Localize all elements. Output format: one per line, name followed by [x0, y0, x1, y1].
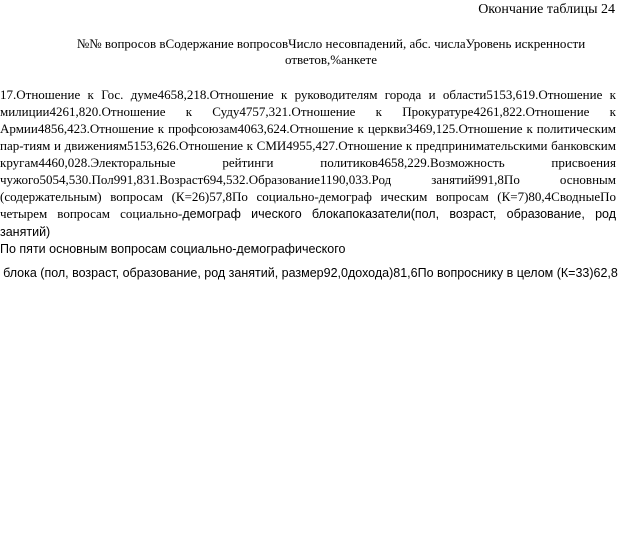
body-last-line: По пяти основным вопросам социально-демографического — [0, 242, 346, 256]
body-sans-text: демограф ического блокапоказатели(пол, возраст, образование, род занятий) — [0, 207, 617, 239]
table-caption: Окончание таблицы 24 — [478, 2, 615, 17]
table-tail: блока (пол, возраст, образование, род занятий, размер92,0дохода)81,6По вопроснику в целом (К=33)62,8 — [3, 266, 618, 280]
table-header: №№ вопросов вСодержание вопросовЧисло несовпадений, абс. числаУровень искренности ответов,%анкете — [76, 36, 586, 67]
body-serif-text: 17.Отношение к Гос. думе4658,218.Отношение к руководителям города и области5153,619.Отношение к милиции4261,820.Отношение к Суду4757,321.Отношение к Прокуратуре4261,822.Отношение к Армии4856,423.Отношение к профсоюзам4063,624.Отношение к церкви3469,125.Отношение к политическим пар-тиям и движениям5153,626.Отношение к СМИ4955,427.Отношение к предпринимательскими банковским кругам4460,028.Электоральные рейтинги политиков4658,229.Возможность присвоения чужого5054,530.Пол991,831.Возраст694,532.Образование1190,033.Род занятий991,8По основным (содержательным) вопросам (К=26)57,8По социально-демограф ическим вопросам (К=7)80,4СводныеПо четырем вопросам социально- — [0, 87, 616, 221]
table-body-text — [0, 86, 616, 258]
body-serif-part — [0, 86, 616, 241]
